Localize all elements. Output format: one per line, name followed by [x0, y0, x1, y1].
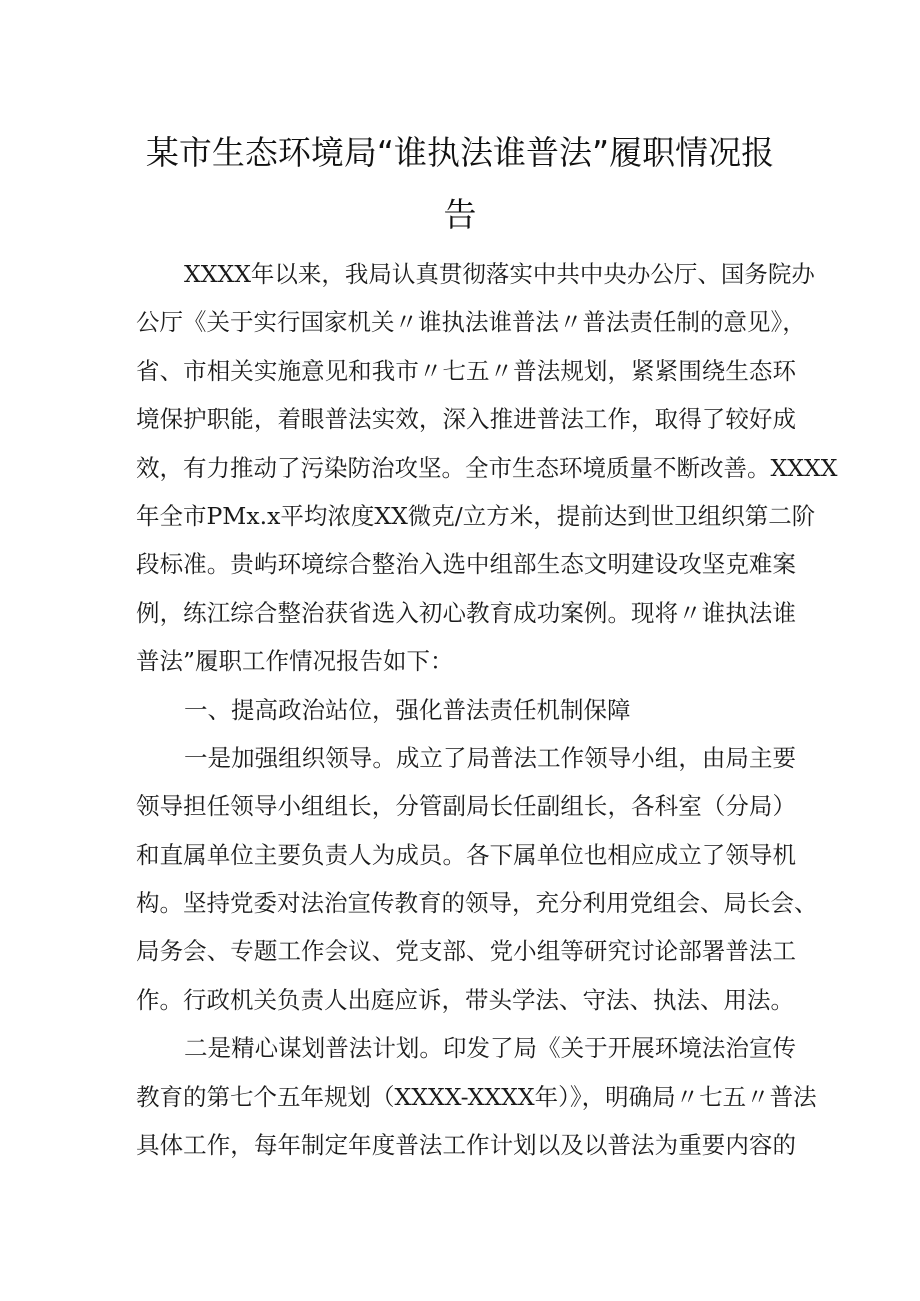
intro-line: 效，有力推动了污染防治攻坚。全市生态环境质量不断改善。XXXX [136, 453, 838, 482]
para1-line: 一是加强组织领导。成立了局普法工作领导小组，由局主要 [184, 743, 796, 772]
intro-line: 普法”履职工作情况报告如下： [136, 647, 454, 676]
para1-line: 作。行政机关负责人出庭应诉，带头学法、守法、执法、用法。 [136, 985, 794, 1014]
para2-line: 二是精心谋划普法计划。印发了局《关于开展环境法治宣传 [184, 1034, 796, 1063]
title-line-1: 某市生态环境局“谁执法谁普法”履职情况报 [145, 133, 775, 172]
document-title [120, 122, 800, 246]
para2-line: 具体工作，每年制定年度普法工作计划以及以普法为重要内容的 [136, 1131, 796, 1160]
document-body [136, 250, 838, 1169]
para1-line: 局务会、专题工作会议、党支部、党小组等研究讨论部署普法工 [136, 937, 796, 966]
intro-line: 例，练江综合整治获省选入初心教育成功案例。现将〃谁执法谁 [136, 598, 796, 627]
intro-line: XXXX年以来，我局认真贯彻落实中共中央办公厅、国务院办 [184, 260, 815, 288]
section-heading: 一、提高政治站位，强化普法责任机制保障 [184, 695, 631, 724]
para1-line: 领导担任领导小组组长，分管副局长任副组长，各科室（分局） [136, 792, 796, 821]
intro-line: 境保护职能，着眼普法实效，深入推进普法工作，取得了较好成 [136, 405, 796, 434]
para1-line: 和直属单位主要负责人为成员。各下属单位也相应成立了领导机 [136, 840, 796, 869]
intro-line: 省、市相关实施意见和我市〃七五〃普法规划，紧紧围绕生态环 [136, 356, 796, 385]
para1-line: 构。坚持党委对法治宣传教育的领导，充分利用党组会、局长会、 [136, 889, 818, 918]
intro-line: 公厅《关于实行国家机关〃谁执法谁普法〃普法责任制的意见》， [136, 308, 806, 337]
para2-line: 教育的第七个五年规划（XXXX-XXXX年）》，明确局〃七五〃普法 [136, 1082, 817, 1111]
title-line-2: 告 [443, 195, 477, 234]
intro-line: 年全市PMx.x平均浓度XX微克/立方米，提前达到世卫组织第二阶 [136, 501, 816, 530]
intro-line: 段标准。贵屿环境综合整治入选中组部生态文明建设攻坚克难案 [136, 550, 796, 579]
